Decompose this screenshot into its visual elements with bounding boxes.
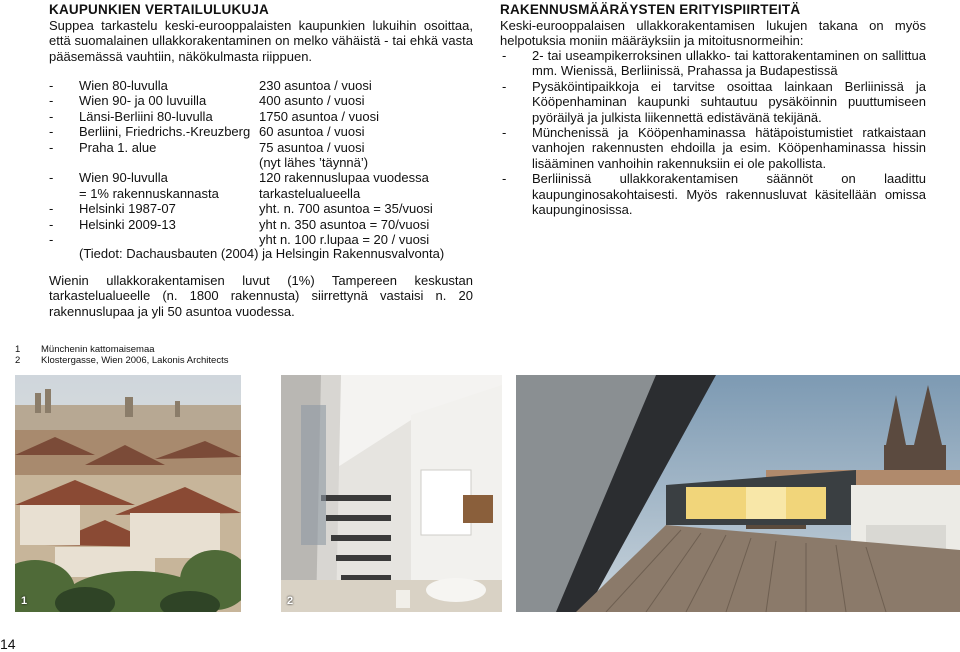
row-dash: - bbox=[49, 232, 54, 247]
page-number: 14 bbox=[0, 636, 16, 652]
source-note: (Tiedot: Dachausbauten (2004) ja Helsingin Rakennusvalvonta) bbox=[79, 246, 445, 261]
row-value: (nyt lähes ’täynnä’) bbox=[259, 155, 369, 170]
row-value: 75 asuntoa / vuosi bbox=[259, 139, 365, 155]
row-value: yht. n. 700 asuntoa = 35/vuosi bbox=[259, 201, 433, 217]
row-value: 60 asuntoa / vuosi bbox=[259, 124, 365, 140]
row-label: = 1% rakennuskannasta bbox=[79, 185, 219, 201]
row-value: 120 rakennuslupaa vuodessa bbox=[259, 170, 429, 186]
list-dash: - bbox=[502, 48, 507, 63]
row-dash: - bbox=[49, 93, 54, 109]
left-heading: KAUPUNKIEN VERTAILULUKUJA bbox=[49, 2, 270, 17]
regulation-text: Münchenissä ja Kööpenhaminassa hätäpoistumistiet ratkaistaan vanhojen rakennusten ehdoilla ja esim. Kööpenhaminassa hissin lisääminen vanhoihin rakennuksiin ei ole pakollista. bbox=[532, 125, 926, 171]
regulation-text: Berliinissä ullakkorakentamisen säännöt on laadittu kaupunginosakohtaisesti. Myös rakennusluvat käsitellään omissa kaupunginosissa. bbox=[532, 171, 926, 218]
row-label: Wien 80-luvulla bbox=[79, 78, 168, 93]
row-label: Länsi-Berliini 80-luvulla bbox=[79, 108, 213, 124]
row-value: yht n. 350 asuntoa = 70/vuosi bbox=[259, 216, 430, 232]
list-dash: - bbox=[502, 171, 507, 187]
row-dash: - bbox=[49, 124, 54, 140]
row-label: Wien 90-luvulla bbox=[79, 170, 168, 186]
row-label: Praha 1. alue bbox=[79, 139, 157, 155]
city-figures-list bbox=[49, 78, 489, 263]
row-value: 1750 asuntoa / vuosi bbox=[259, 108, 379, 124]
regulation-item bbox=[500, 48, 926, 79]
regulation-item bbox=[500, 79, 926, 125]
row-dash: - bbox=[49, 108, 54, 124]
row-value: tarkastelualueella bbox=[259, 185, 361, 201]
row-label: Helsinki 1987-07 bbox=[79, 201, 176, 217]
row-dash: - bbox=[49, 201, 54, 217]
regulation-text: Pysäköintipaikkoja ei tarvitse osoittaa lainkaan Berliinissä ja Kööpenhaminan kaupunki suhtautuu pysäköinnin puuttumiseen pyöräilyä ja julkista liikennettä edistävänä tekijänä. bbox=[532, 78, 926, 125]
row-label: Berliini, Friedrichs.-Kreuzberg bbox=[79, 124, 251, 140]
row-value: yht n. 100 r.lupaa = 20 / vuosi bbox=[259, 232, 430, 247]
left-paragraph: Wienin ullakkorakentamisen luvut (1%) Tampereen keskustan tarkastelualueelle (n. 1800 rakennusta) siirrettynä vastaisi n. 20 rakennuslupaa ja yli 50 asuntoa vuodessa. bbox=[49, 273, 473, 319]
klostergasse-interior-photo bbox=[281, 375, 502, 612]
row-value: 400 asunto / vuosi bbox=[259, 93, 365, 109]
photo-2-label: 2 bbox=[287, 595, 294, 607]
rooftop-terrace-photo bbox=[516, 375, 960, 612]
list-dash: - bbox=[502, 78, 507, 94]
row-label: Wien 90- ja 00 luvuilla bbox=[79, 93, 207, 109]
regulation-list bbox=[500, 48, 926, 217]
left-intro: Suppea tarkastelu keski-eurooppalaisten kaupunkien lukuihin osoittaa, että suomalainen ullakkorakentaminen on melko vähäistä - tai ehkä vasta pääsemässä vauhtiin, näkökulmasta riippuen. bbox=[49, 18, 473, 64]
regulation-text: 2- tai useampikerroksinen ullakko- tai kattorakentaminen on sallittua mm. Wienissä, Berliinissä, Prahassa ja Budapestissä bbox=[532, 48, 926, 79]
footnote-1: 1 Münchenin kattomaisemaa bbox=[15, 344, 155, 355]
list-dash: - bbox=[502, 125, 507, 141]
right-intro: Keski-eurooppalaisen ullakkorakentamisen lukujen takana on myös helpotuksia moniin määräyksiin ja mitoitusnormeihin: bbox=[500, 18, 926, 49]
munich-roofscape-photo bbox=[15, 375, 241, 612]
photo-1-label: 1 bbox=[21, 595, 28, 607]
row-dash: - bbox=[49, 139, 54, 155]
footnote-2: 2 Klostergasse, Wien 2006, Lakonis Architects bbox=[15, 355, 229, 366]
regulation-item bbox=[500, 125, 926, 171]
row-dash: - bbox=[49, 170, 54, 186]
row-label: Helsinki 2009-13 bbox=[79, 216, 176, 232]
row-dash: - bbox=[49, 78, 54, 93]
regulation-item bbox=[500, 171, 926, 217]
footnotes bbox=[15, 344, 335, 366]
row-value: 230 asuntoa / vuosi bbox=[259, 78, 372, 93]
row-dash: - bbox=[49, 216, 54, 232]
right-heading: RAKENNUSMÄÄRÄYSTEN ERITYISPIIRTEITÄ bbox=[500, 2, 801, 17]
